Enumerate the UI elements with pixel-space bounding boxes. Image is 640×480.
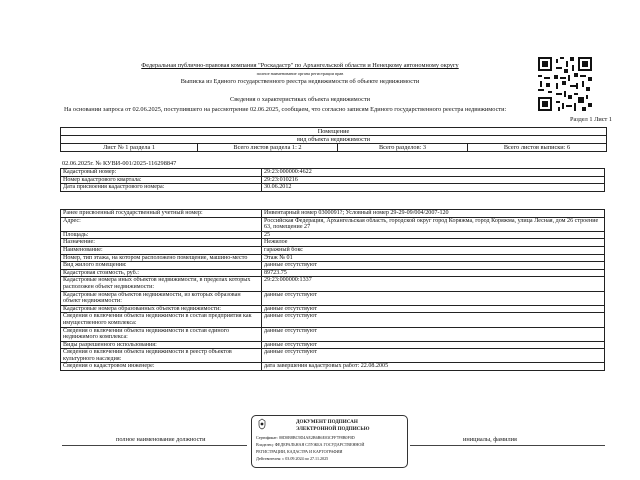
unified-complex-label: Сведения о включении объекта недвижимости в состав единого недвижимого комплекса: <box>61 327 262 341</box>
cadastral-quarter-value: 29:23:010216 <box>262 176 605 184</box>
dwelling-type-value: данные отсутствуют <box>262 262 605 270</box>
stamp-valid: Действителен: с 03.09.2024 по 27.11.2025 <box>256 456 329 461</box>
engineer-label: Сведения о кадастровом инженере: <box>61 363 262 371</box>
request-text: На основании запроса от 02.06.2025, поступившего на рассмотрение 02.06.2025, сообщаем, что согласно записям Единого государственного реестра недвижимости: <box>64 106 507 113</box>
engineer-value: дата завершения кадастровых работ: 22.08.2005 <box>262 363 605 371</box>
table-row <box>61 291 605 305</box>
e-signature-stamp <box>251 415 408 468</box>
enterprise-complex-value: данные отсутствуют <box>262 313 605 327</box>
table-row <box>61 246 605 254</box>
table-row <box>61 169 605 177</box>
formed-objects-label: Кадастровые номера образованных объектов недвижимости: <box>61 305 262 313</box>
object-type: Помещение <box>317 128 350 135</box>
table-row <box>61 349 605 363</box>
table-row <box>61 363 605 371</box>
table-row <box>61 254 605 262</box>
extract-sheets-total: Всего листов выписки: 6 <box>503 144 571 151</box>
heritage-label: Сведения о включении объекта недвижимости в реестр объектов культурного наследия: <box>61 349 262 363</box>
stamp-line2: ЭЛЕКТРОННОЙ ПОДПИСЬЮ <box>296 426 370 432</box>
org-name: Федеральная публично-правовая компания "Роскадастр" по Архангельской области и Ненецкому автономному округу <box>141 62 459 69</box>
formed-objects-value: данные отсутствуют <box>262 305 605 313</box>
cadastral-number-label: Кадастровый номер: <box>61 169 262 177</box>
document-reference: 02.06.2025г. № КУВИ-001/2025-116298847 <box>62 160 177 167</box>
assignment-date-label: Дата присвоения кадастрового номера: <box>61 184 262 192</box>
floor-value: Этаж № 01 <box>262 254 605 262</box>
source-objects-label: Кадастровые номера объектов недвижимости, из которых образован объект недвижимости: <box>61 291 262 305</box>
enterprise-complex-label: Сведения о включении объекта недвижимости в состав предприятия как имущественного комплекса: <box>61 313 262 327</box>
table-row <box>61 341 605 349</box>
stamp-line1: ДОКУМЕНТ ПОДПИСАН <box>296 419 358 425</box>
stamp-owner: Владелец: ФЕДЕРАЛЬНАЯ СЛУЖБА ГОСУДАРСТВЕННОЙ <box>256 442 365 447</box>
heritage-value: данные отсутствуют <box>262 349 605 363</box>
name-caption: инициалы, фамилия <box>463 436 517 443</box>
org-caption: полное наименование органа регистрации прав <box>256 71 344 76</box>
section-title: Сведения о характеристиках объекта недвижимости <box>230 96 370 103</box>
prev-number-label: Ранее присвоенный государственный учетный номер: <box>61 210 262 218</box>
table-row <box>61 176 605 184</box>
address-value: Российская Федерация, Архангельская область, городской округ город Коряжма, город Коряжма, улица Лесная, дом 26 строение 63, помещение 27 <box>262 217 605 231</box>
cadastral-value-value: 89723.75 <box>262 269 605 277</box>
stamp-cert: Сертификат: 00D0B8BC9D4AE2B6B6E03CFF7F8B0F0D <box>256 435 355 440</box>
table-row <box>61 269 605 277</box>
cadastral-value-label: Кадастровая стоимость, руб.: <box>61 269 262 277</box>
source-objects-value: данные отсутствуют <box>262 291 605 305</box>
parent-objects-label: Кадастровые номера иных объектов недвижимости, в пределах которых расположен объект недвижимости: <box>61 277 262 291</box>
area-value: 25 <box>262 231 605 239</box>
permitted-use-value: данные отсутствуют <box>262 341 605 349</box>
table-row <box>61 313 605 327</box>
parent-objects-value: 29:23:000000:1337 <box>262 277 605 291</box>
details-table <box>60 209 605 371</box>
table-row <box>61 327 605 341</box>
address-label: Адрес: <box>61 217 262 231</box>
object-caption: вид объекта недвижимости <box>296 136 371 143</box>
cadastral-number-value: 29:23:000000:4622 <box>262 169 605 177</box>
floor-label: Номер, тип этажа, на котором расположено помещение, машино-место <box>61 254 262 262</box>
position-caption: полное наименование должности <box>116 436 206 443</box>
object-box <box>60 127 607 152</box>
qr-code-icon <box>538 57 592 111</box>
purpose-label: Назначение: <box>61 239 262 247</box>
unified-complex-value: данные отсутствуют <box>262 327 605 341</box>
name-label: Наименование: <box>61 246 262 254</box>
extract-title: Выписка из Единого государственного реестра недвижимости об объекте недвижимости <box>180 78 420 85</box>
prev-number-value: Инвентарный номер 0300091?; Условный номер 29-29-09/004/2007-120 <box>262 210 605 218</box>
table-row <box>61 231 605 239</box>
cadastral-quarter-label: Номер кадастрового квартала: <box>61 176 262 184</box>
table-row <box>61 305 605 313</box>
name-line <box>410 445 605 446</box>
section-sheets-total: Всего листов раздела 1: 2 <box>198 144 338 151</box>
sheet-number: Лист № 1 раздела 1 <box>61 144 198 151</box>
table-row <box>61 184 605 192</box>
table-row <box>61 277 605 291</box>
basic-info-table <box>60 168 605 192</box>
stamp-owner2: РЕГИСТРАЦИИ, КАДАСТРА И КАРТОГРАФИИ <box>256 449 343 454</box>
area-label: Площадь: <box>61 231 262 239</box>
dwelling-type-label: Вид жилого помещения: <box>61 262 262 270</box>
purpose-value: Нежилое <box>262 239 605 247</box>
coat-of-arms-icon <box>256 418 268 430</box>
position-line <box>62 445 247 446</box>
sheet-label: Раздел 1 Лист 1 <box>569 116 612 123</box>
table-row <box>61 217 605 231</box>
sections-total: Всего разделов: 3 <box>338 144 468 151</box>
assignment-date-value: 30.06.2012 <box>262 184 605 192</box>
table-row <box>61 239 605 247</box>
table-row <box>61 262 605 270</box>
name-value: гаражный бокс <box>262 246 605 254</box>
permitted-use-label: Виды разрешенного использования: <box>61 341 262 349</box>
table-row <box>61 210 605 218</box>
